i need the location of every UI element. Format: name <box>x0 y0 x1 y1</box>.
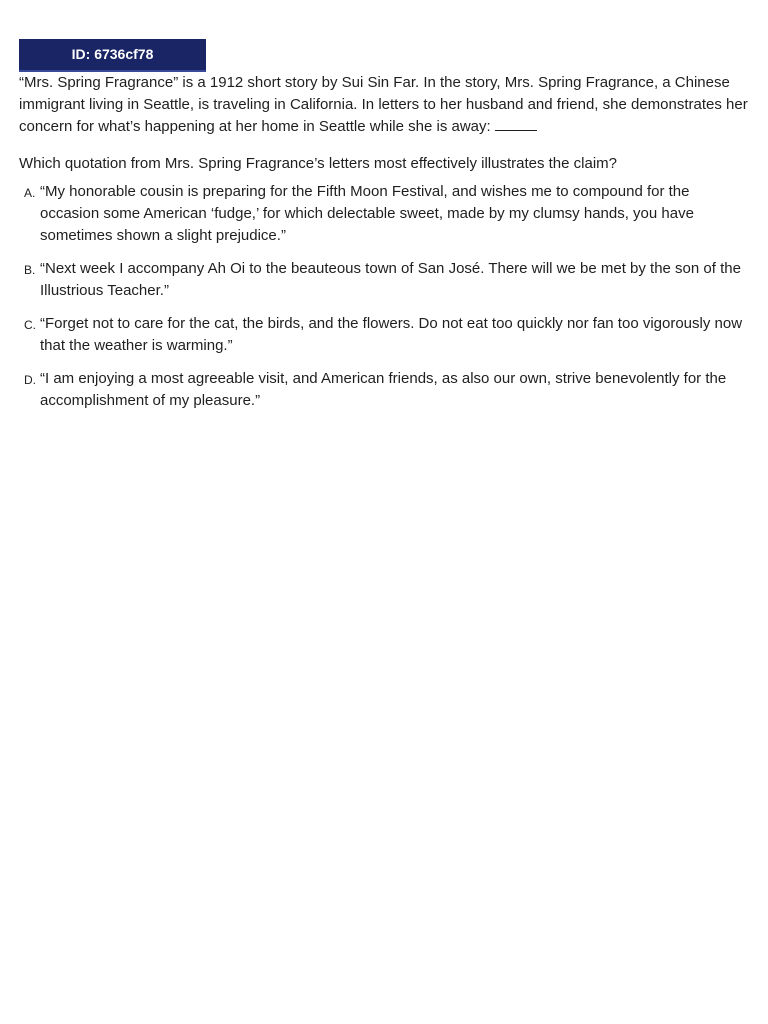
choice-letter: C. <box>24 318 36 332</box>
choice-letter: B. <box>24 263 36 277</box>
question-page <box>19 39 749 423</box>
choice-text: “I am enjoying a most agreeable visit, and American friends, as also our own, strive benevolently for the accomplishment of my pleasure.” <box>40 370 727 409</box>
choice-d[interactable] <box>19 368 749 412</box>
choice-b[interactable] <box>19 258 749 302</box>
choice-letter: A. <box>24 186 36 200</box>
choice-letter: D. <box>24 373 36 387</box>
choice-text: “My honorable cousin is preparing for the Fifth Moon Festival, and wishes me to compound for the occasion some American ‘fudge,’ for which delectable sweet, made by my clumsy hands, you have sometimes shown a slight prejudice.” <box>40 183 694 244</box>
choice-c[interactable] <box>19 313 749 357</box>
question-prompt: Which quotation from Mrs. Spring Fragrance’s letters most effectively illustrates the claim? <box>19 155 618 172</box>
passage-body: “Mrs. Spring Fragrance” is a 1912 short story by Sui Sin Far. In the story, Mrs. Spring Fragrance, a Chinese immigrant living in Seattle, is traveling in California. In letters to her husband and friend, she demonstrates her concern for what’s happening at her home in Seattle while she is away: <box>19 74 748 135</box>
answer-choices <box>19 181 749 412</box>
choice-a[interactable] <box>19 181 749 247</box>
answer-blank <box>495 116 537 131</box>
passage-text <box>19 72 749 138</box>
question-id-badge: ID: 6736cf78 <box>19 39 206 72</box>
choice-text: “Forget not to care for the cat, the birds, and the flowers. Do not eat too quickly nor fan too vigorously now that the weather is warming.” <box>40 315 743 354</box>
choice-text: “Next week I accompany Ah Oi to the beauteous town of San José. There will we be met by the son of the Illustrious Teacher.” <box>40 260 741 299</box>
